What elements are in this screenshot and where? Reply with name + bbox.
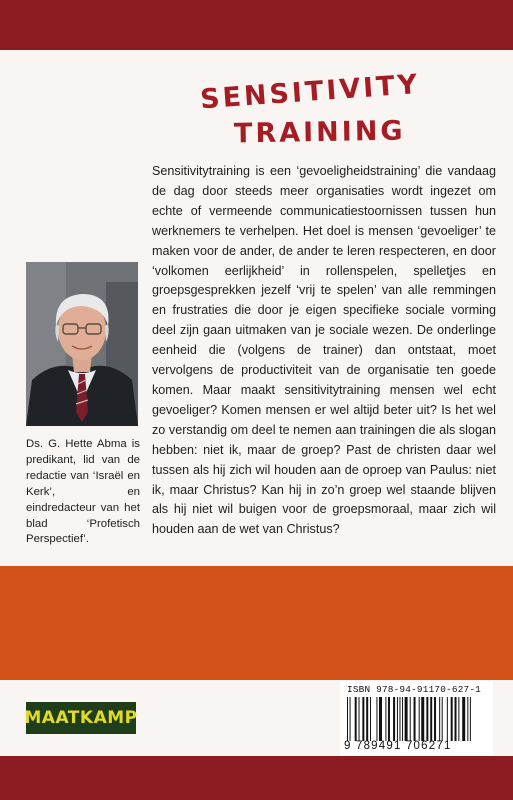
barcode-bar [350,697,351,741]
barcode-bar [405,697,408,741]
barcode-bar [359,697,360,741]
top-red-band [0,0,513,50]
portrait-photo [26,262,138,426]
barcode-bar [467,697,468,741]
barcode-bar [451,697,453,741]
isbn-text: ISBN 978-94-91170-627-1 [347,684,481,695]
barcode-bar [370,697,371,741]
barcode-bar [458,697,459,741]
author-photo [26,262,138,426]
title-line-2: TRAINING [233,115,406,150]
barcode-bar [439,697,440,741]
barcode-bar [447,697,448,741]
barcode-bar [434,697,436,741]
barcode-bar [385,697,386,741]
barcode-bar [414,697,416,741]
barcode-bar [410,697,411,741]
back-cover-blurb: Sensitivitytraining is een ‘gevoeligheidstraining’ die vandaag de dag door steeds meer organisaties wordt ingezet om echte of vermeende communicatiestoornissen tussen hun werknemers te verhelpen. Het doel is mensen ‘gevoeliger’ te maken voor de ander, de ander te leren respecteren, en door ‘volkomen eerlijkheid’ in rollenspelen, spelletjes en groepsgesprekken jezelf ‘vrij te spelen’ van alle remmingen en frustraties die door je eigen specifieke sociale vorming deel zijn gaan uitmaken van je sociale wezen. De onderlinge eenheid die (volgens de trainer) dan ontstaat, moet vervolgens de productiviteit van de organisatie ten goede komen. Maar maakt sensitivitytraining mensen wel echt gevoeliger? Komen mensen er wel altijd beter uit? Is het wel zo verstandig om deel te nemen aan trainingen die als slogan hebben: niet ik, maar de groep? Past de christen daar wel tussen als hij zich wil houden aan de oproep van Paulus: niet ik, maar Christus? Kan hij in zo’n groep wel staande blijven als hij niet wil buigen voor de groepsmoraal, maar zich wil houden aan de wet van Christus? [152,164,496,537]
orange-band [0,566,513,680]
barcode-bar [430,697,432,741]
barcode-bar [379,697,382,741]
barcode-bar [455,697,457,741]
barcode-icon [346,697,489,741]
barcode-bar [426,697,428,741]
barcode-bar [419,697,420,741]
barcode-bar [362,697,364,741]
publisher-logo: MAATKAMP [26,702,136,734]
barcode-bar [421,697,424,741]
author-bio: Ds. G. Hette Abma is predikant, lid van de redactie van ‘Israël en Kerk’, en eindredacteur van het blad ‘Profetisch Perspectief’. [26,438,140,546]
cover-title-graphic [160,62,480,152]
barcode-bar [355,697,357,741]
bottom-red-band [0,756,513,800]
barcode-bar [393,697,395,741]
barcode-bar [397,697,398,741]
cover-title [160,62,480,152]
barcode-bar [366,697,368,741]
barcode-bar [442,697,443,741]
title-line-1: SENSITIVITY [199,69,422,116]
barcode-area [340,681,493,756]
barcode-bar [388,697,390,741]
barcode-bar [399,697,400,741]
ean-digits: 9 789491 706271 [344,740,452,752]
barcode-bar [462,697,465,741]
barcode-bar [470,697,471,741]
barcode-bar [347,697,348,741]
barcode-bar [376,697,377,741]
barcode-bar [402,697,403,741]
